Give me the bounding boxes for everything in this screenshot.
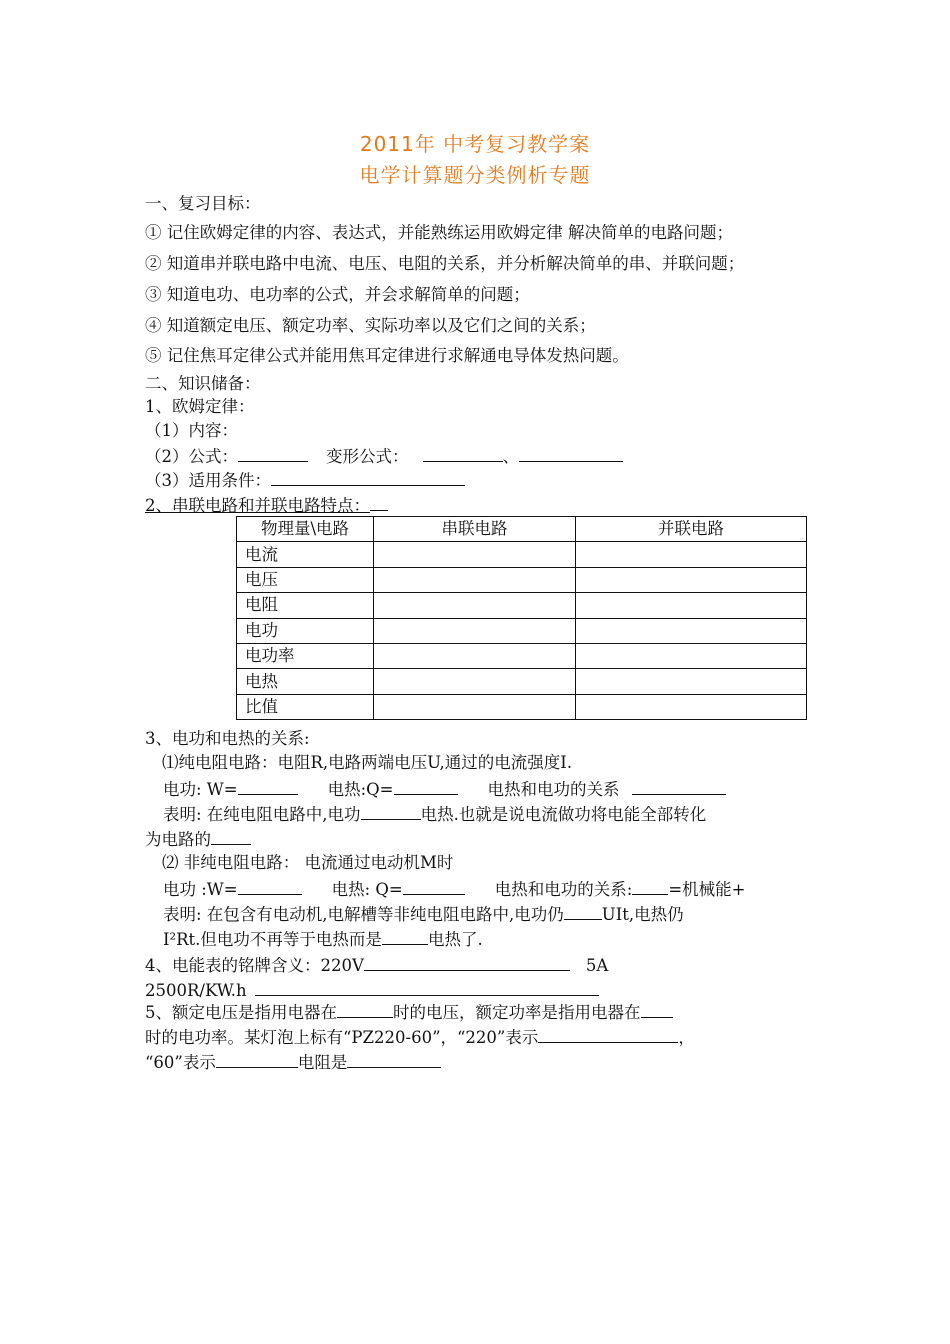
parallel-cell[interactable] [576, 593, 807, 618]
rated-line3 [145, 1050, 441, 1074]
ohm-heading: 1、欧姆定律： [145, 397, 255, 416]
row-label: 比值 [237, 694, 374, 719]
goal-4: ④ 知道额定电压、额定功率、实际功率以及它们之间的关系； [145, 316, 596, 335]
work-label: 电功: W= [163, 780, 238, 799]
table-row [237, 593, 807, 618]
transform-blank-2[interactable] [519, 444, 623, 462]
meter-line [145, 953, 608, 977]
transform-blank-1[interactable] [423, 444, 503, 462]
rated-voltage-blank[interactable] [337, 1000, 393, 1018]
show2-blank[interactable] [564, 902, 602, 920]
work2-label: 电功 :W= [163, 880, 238, 899]
parallel-cell[interactable] [576, 542, 807, 567]
table-row [237, 643, 807, 668]
show2-mid: UIt,电热仍 [601, 905, 684, 924]
nonpure-show-line2 [163, 927, 483, 951]
parallel-cell[interactable] [576, 618, 807, 643]
series-cell[interactable] [374, 643, 576, 668]
series-parallel-heading-text: 2、串联电路和并联电路特点： [145, 496, 370, 515]
series-parallel-heading [145, 493, 388, 517]
parallel-cell[interactable] [576, 567, 807, 592]
series-cell[interactable] [374, 593, 576, 618]
rated-line2b: ， [678, 1028, 695, 1047]
goal-2: ② 知道串并联电路中电流、电压、电阻的关系，并分析解决简单的串、并联问题； [145, 254, 745, 273]
col-header-parallel: 并联电路 [576, 517, 807, 542]
relation2-label: 电热和电功的关系: [494, 880, 633, 899]
pure-show-line [163, 802, 706, 826]
meter-rev-line [145, 978, 599, 1002]
show2-line2-blank[interactable] [382, 927, 428, 945]
table-header-row [237, 517, 807, 542]
show-end: 为电路的 [145, 830, 211, 849]
pure-work-line [163, 777, 726, 801]
show2-line2b: 电热了. [427, 930, 483, 949]
doc-title-line1: 2011年 中考复习教学案 [359, 132, 591, 156]
series-cell[interactable] [374, 618, 576, 643]
ohm-formula-line [145, 444, 623, 468]
resistance-blank[interactable] [347, 1050, 441, 1068]
col-header-quantity: 物理量\电路 [237, 517, 374, 542]
formula-label: （2）公式： [145, 447, 238, 466]
heat-blank[interactable] [394, 777, 458, 795]
series-cell[interactable] [374, 567, 576, 592]
meter-amp: 5A [585, 956, 609, 975]
relation2-blank[interactable] [632, 877, 668, 895]
row-label: 电功率 [237, 643, 374, 668]
show2-label: 表明: 在包含有电动机,电解槽等非纯电阻电路中,电功仍 [163, 905, 564, 924]
ohm-content: （1）内容： [145, 421, 238, 440]
parallel-cell[interactable] [576, 694, 807, 719]
doc-title-line2: 电学计算题分类例析专题 [359, 163, 591, 187]
section1-heading: 一、复习目标： [145, 194, 261, 213]
rated-220-blank[interactable] [538, 1025, 678, 1043]
parallel-cell[interactable] [576, 669, 807, 694]
show-blank[interactable] [361, 802, 421, 820]
transform-separator: 、 [502, 447, 519, 466]
show2-line2a: I²Rt.但电功不再等于电热而是 [163, 930, 382, 949]
condition-blank[interactable] [271, 468, 465, 486]
rated-line3a: “60”表示 [145, 1053, 216, 1072]
relation-blank[interactable] [632, 777, 726, 795]
show-end-blank[interactable] [211, 827, 251, 845]
pure-resistance-title: ⑴纯电阻电路：电阻R,电路两端电压U,通过的电流强度I. [162, 753, 573, 772]
rated-line2a: 时的电功率。某灯泡上标有“PZ220-60”，“220”表示 [145, 1028, 539, 1047]
formula-blank[interactable] [238, 444, 308, 462]
work-heat-heading: 3、电功和电热的关系: [145, 729, 310, 748]
comparison-table [236, 516, 807, 720]
table-row [237, 694, 807, 719]
table-row [237, 567, 807, 592]
nonpure-work-line [163, 877, 745, 901]
goal-5: ⑤ 记住焦耳定律公式并能用焦耳定律进行求解通电导体发热问题。 [145, 346, 629, 365]
rated-line1a: 5、额定电压是指用电器在 [145, 1003, 337, 1022]
transform-label: 变形公式： [326, 447, 409, 466]
show-label: 表明: 在纯电阻电路中,电功 [163, 805, 361, 824]
nonpure-title: ⑵ 非纯电阻电路： 电流通过电动机M时 [162, 853, 454, 872]
goal-3: ③ 知道电功、电功率的公式，并会求解简单的问题； [145, 285, 530, 304]
rated-line1b: 时的电压，额定功率是指用电器在 [393, 1003, 641, 1022]
show-mid: 电热.也就是说电流做功将电能全部转化 [420, 805, 707, 824]
relation-label: 电热和电功的关系 [487, 780, 620, 799]
work-blank[interactable] [238, 777, 298, 795]
rated-line3b: 电阻是 [297, 1053, 348, 1072]
goal-1: ① 记住欧姆定律的内容、表达式，并能熟练运用欧姆定律 解决简单的电路问题； [145, 223, 733, 242]
relation2-end: =机械能+ [668, 880, 746, 899]
row-label: 电流 [237, 542, 374, 567]
series-cell[interactable] [374, 542, 576, 567]
heading-underline-tail [370, 493, 388, 511]
row-label: 电功 [237, 618, 374, 643]
heat2-label: 电热: Q= [331, 880, 403, 899]
heat2-blank[interactable] [403, 877, 465, 895]
row-label: 电阻 [237, 593, 374, 618]
rated-power-blank[interactable] [641, 1000, 673, 1018]
row-label: 电热 [237, 669, 374, 694]
table-row [237, 542, 807, 567]
rated-60-blank[interactable] [216, 1050, 298, 1068]
condition-label: （3）适用条件： [145, 471, 271, 490]
section2-heading: 二、知识储备： [145, 374, 261, 393]
rated-line2 [145, 1025, 695, 1049]
meter-rev-blank[interactable] [255, 978, 599, 996]
rated-line1 [145, 1000, 673, 1024]
work2-blank[interactable] [238, 877, 302, 895]
heat-label: 电热:Q= [327, 780, 394, 799]
row-label: 电压 [237, 567, 374, 592]
parallel-cell[interactable] [576, 643, 807, 668]
table-row [237, 669, 807, 694]
pure-show-line2 [145, 827, 251, 851]
ohm-condition-line [145, 468, 465, 492]
series-cell[interactable] [374, 694, 576, 719]
meter-heading: 4、电能表的铭牌含义：220V [145, 956, 364, 975]
col-header-series: 串联电路 [374, 517, 576, 542]
series-cell[interactable] [374, 669, 576, 694]
meter-rev: 2500R/KW.h [145, 981, 247, 1000]
nonpure-show-line [163, 902, 684, 926]
meter-220v-blank[interactable] [364, 953, 570, 971]
table-row [237, 618, 807, 643]
